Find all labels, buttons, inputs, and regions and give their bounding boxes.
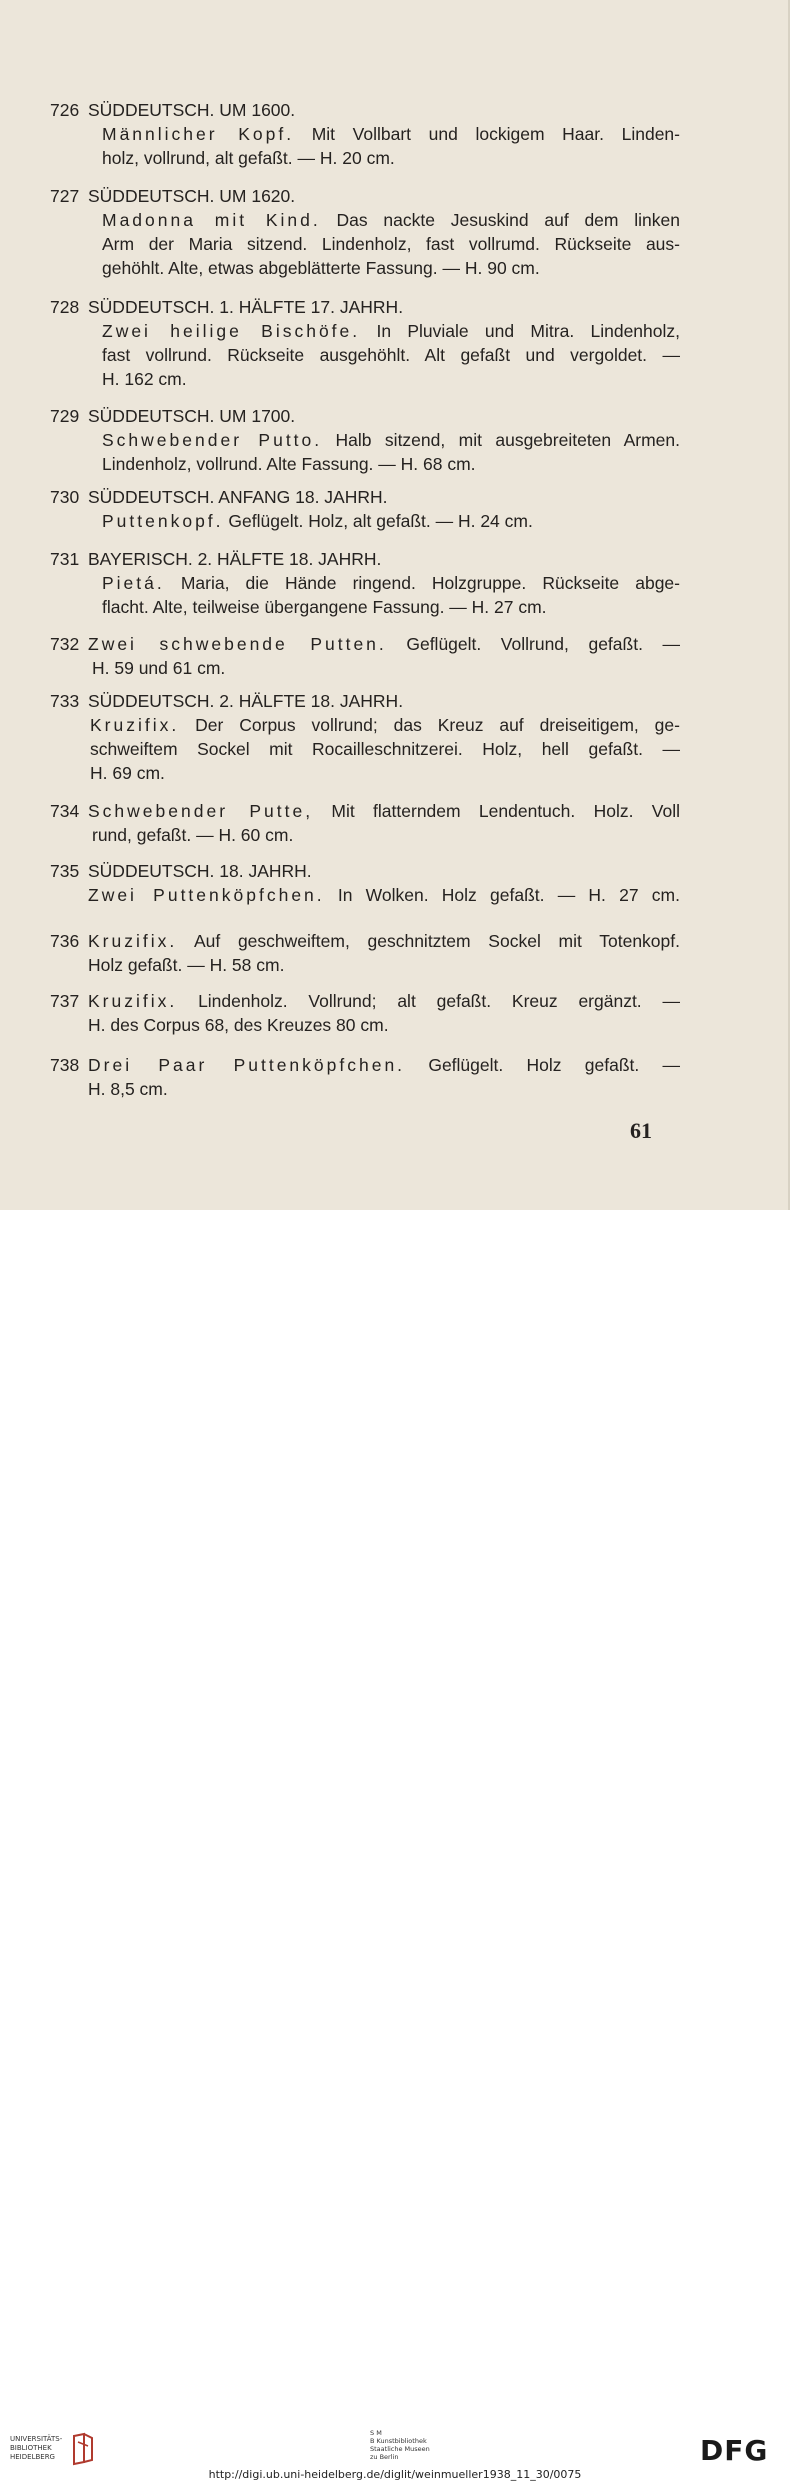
ub-heidelberg-label: UNIVERSITÄTS- BIBLIOTHEK HEIDELBERG <box>10 2435 63 2461</box>
entry-730: 730 SÜDDEUTSCH. ANFANG 18. JAHRH. Puttenkopf. Geflügelt. Holz, alt gefaßt. — H. 24 cm. <box>50 485 680 533</box>
entry-738: 738 Drei Paar Puttenköpfchen. Geflügelt. Holz gefaßt. — H. 8,5 cm. <box>50 1055 680 1099</box>
entry-number: 731 <box>50 549 80 569</box>
entry-732: 732 Zwei schwebende Putten. Geflügelt. Vollrund, gefaßt. — H. 59 und 61 cm. <box>50 634 680 678</box>
dfg-logo: DFG <box>700 2434 769 2467</box>
digitization-footer <box>0 1210 790 2481</box>
entry-731: 731 BAYERISCH. 2. HÄLFTE 18. JAHRH. Pietá. Maria, die Hände ringend. Holzgruppe. Rückseite abge- flacht. Alte, teilweise übergangene Fassung. — H. 27 cm. <box>50 549 680 617</box>
entry-736: 736 Kruzifix. Auf geschweiftem, geschnitztem Sockel mit Totenkopf. Holz gefaßt. — H. 58 cm. <box>50 931 680 975</box>
entry-heading: SÜDDEUTSCH. 1. HÄLFTE 17. JAHRH. <box>88 297 404 317</box>
page-number: 61 <box>630 1118 652 1143</box>
entry-number: 735 <box>50 861 80 881</box>
entry-title: Madonna mit Kind. <box>102 210 321 230</box>
entry-735: 735 SÜDDEUTSCH. 18. JAHRH. Zwei Puttenköpfchen. In Wolken. Holz gefaßt. — H. 27 cm. <box>50 861 680 905</box>
entry-heading: SÜDDEUTSCH. 2. HÄLFTE 18. JAHRH. <box>88 691 404 711</box>
entry-737: 737 Kruzifix. Lindenholz. Vollrund; alt gefaßt. Kreuz ergänzt. — H. des Corpus 68, des Kreuzes 80 cm. <box>50 991 680 1035</box>
entry-title: Kruzifix. <box>88 931 178 951</box>
entry-729: 729 SÜDDEUTSCH. UM 1700. Schwebender Putto. Halb sitzend, mit ausgebreiteten Armen. Lindenholz, vollrund. Alte Fassung. — H. 68 cm. <box>50 406 680 474</box>
entry-734: 734 Schwebender Putte, Mit flatterndem Lendentuch. Holz. Voll rund, gefaßt. — H. 60 cm. <box>50 801 680 845</box>
entry-727: 727 SÜDDEUTSCH. UM 1620. Madonna mit Kind. Das nackte Jesuskind auf dem linken Arm der Maria sitzend. Lindenholz, fast vollrumd. Rückseite aus- gehöhlt. Alte, etwas abgeblätterte Fassung. — H. 90 cm. <box>50 186 680 278</box>
entry-heading: SÜDDEUTSCH. 18. JAHRH. <box>88 861 312 881</box>
entry-title: Puttenkopf. <box>102 511 224 531</box>
permalink-url[interactable]: http://digi.ub.uni-heidelberg.de/diglit/weinmueller1938_11_30/0075 <box>208 2468 582 2481</box>
entry-heading: SÜDDEUTSCH. UM 1600. <box>88 100 296 120</box>
entry-title: Kruzifix. <box>90 715 180 735</box>
entry-number: 734 <box>50 801 80 821</box>
entry-heading: SÜDDEUTSCH. ANFANG 18. JAHRH. <box>88 487 388 507</box>
entry-title: Kruzifix. <box>88 991 178 1011</box>
entry-number: 728 <box>50 297 80 317</box>
entry-number: 732 <box>50 634 80 654</box>
entry-title: Zwei Puttenköpfchen. <box>88 885 325 905</box>
entry-number: 727 <box>50 186 80 206</box>
entry-heading: SÜDDEUTSCH. UM 1700. <box>88 406 296 426</box>
entry-number: 730 <box>50 487 80 507</box>
entry-number: 726 <box>50 100 80 120</box>
sm-kunstbibliothek-label: S M B Kunstbibliothek Staatliche Museen zu Berlin <box>370 2429 430 2461</box>
entry-726: 726 SÜDDEUTSCH. UM 1600. Männlicher Kopf. Mit Vollbart und lockigem Haar. Linden- holz, vollrund, alt gefaßt. — H. 20 cm. <box>50 100 680 168</box>
entry-title: Schwebender Putto. <box>102 430 323 450</box>
entry-heading: SÜDDEUTSCH. UM 1620. <box>88 186 296 206</box>
entry-title: Drei Paar Puttenköpfchen. <box>88 1055 406 1075</box>
entry-number: 736 <box>50 931 80 951</box>
entry-title: Männlicher Kopf. <box>102 124 295 144</box>
entry-title: Schwebender Putte, <box>88 801 314 821</box>
entry-number: 729 <box>50 406 80 426</box>
entry-title: Zwei schwebende Putten. <box>88 634 387 654</box>
entry-728: 728 SÜDDEUTSCH. 1. HÄLFTE 17. JAHRH. Zwei heilige Bischöfe. In Pluviale und Mitra. Lindenholz, fast vollrund. Rückseite ausgehöhlt. Alt gefaßt und vergoldet. — H. 162 cm. <box>50 297 681 389</box>
entry-heading: BAYERISCH. 2. HÄLFTE 18. JAHRH. <box>88 549 382 569</box>
entry-number: 733 <box>50 691 80 711</box>
entry-title: Zwei heilige Bischöfe. <box>102 321 361 341</box>
catalog-page <box>0 0 790 1210</box>
entry-number: 737 <box>50 991 80 1011</box>
ub-heidelberg-logo-icon <box>70 2432 96 2466</box>
entry-733: 733 SÜDDEUTSCH. 2. HÄLFTE 18. JAHRH. Kruzifix. Der Corpus vollrund; das Kreuz auf dreiseitigem, ge- schweiftem Sockel mit Rocailleschnitzerei. Holz, hell gefaßt. — H. 69 cm. <box>50 691 680 783</box>
entry-number: 738 <box>50 1055 80 1075</box>
entry-title: Pietá. <box>102 573 165 593</box>
